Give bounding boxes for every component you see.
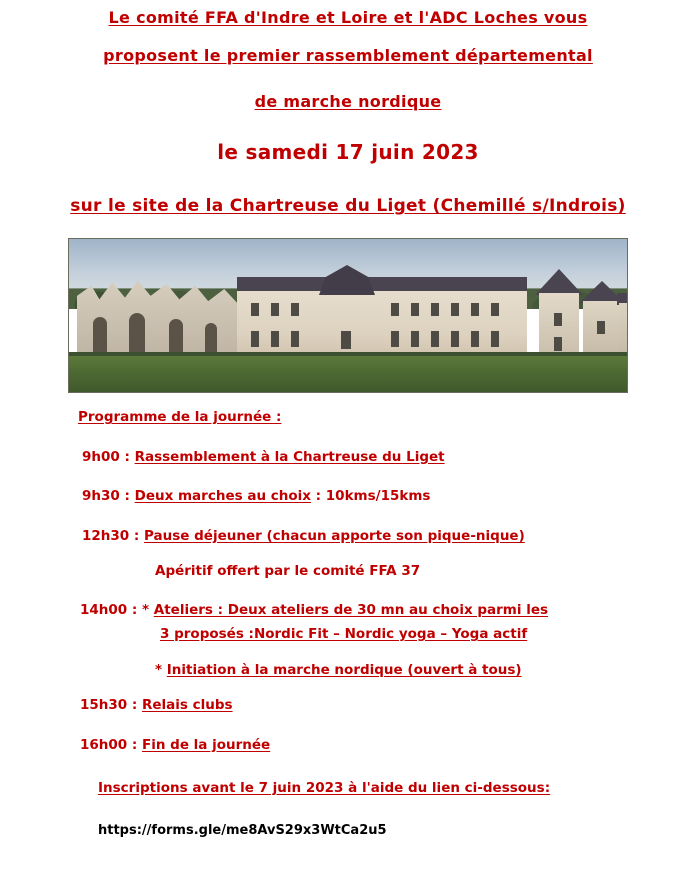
schedule-sep: : <box>119 448 135 465</box>
photo-window <box>491 331 499 347</box>
atelier-star: * <box>142 601 154 618</box>
schedule-text: Pause déjeuner (chacun apporte son pique-nique) <box>144 527 525 544</box>
photo-door <box>341 331 351 349</box>
event-date <box>0 140 696 164</box>
schedule-item-1400 <box>80 601 696 618</box>
photo-window <box>554 337 562 351</box>
header-line-3-text: de marche nordique <box>254 92 442 111</box>
aperitif-note <box>155 565 696 579</box>
initiation-text: Initiation à la marche nordique (ouvert à tous) <box>166 661 522 678</box>
atelier-options-text: 3 proposés :Nordic Fit – Nordic yoga – Yoga actif <box>160 626 528 642</box>
photo-window <box>431 303 439 316</box>
initiation-star: * <box>155 661 167 678</box>
schedule-time: 14h00 <box>80 601 128 618</box>
schedule-text: Relais clubs <box>142 697 233 713</box>
registration-link-text[interactable]: https://forms.gle/me8AvS29x3WtCa2u5 <box>98 822 387 838</box>
photo-window <box>271 303 279 316</box>
inscriptions-text: Inscriptions avant le 7 juin 2023 à l'aide du lien ci-dessous: <box>98 780 551 796</box>
header-line-3 <box>0 92 696 111</box>
photo-window <box>451 331 459 347</box>
header-line-1-text: Le comité FFA d'Indre et Loire et l'ADC Loches vous <box>108 8 588 27</box>
registration-link[interactable] <box>98 824 696 837</box>
schedule-sep: : <box>129 527 144 544</box>
photo-window <box>391 331 399 347</box>
schedule-sep: : <box>127 697 142 713</box>
photo-window <box>391 303 399 316</box>
event-date-text: le samedi 17 juin 2023 <box>217 140 479 164</box>
photo-window <box>291 303 299 316</box>
programme-title <box>78 411 696 425</box>
photo-window <box>597 321 605 334</box>
photo-lawn <box>69 356 627 392</box>
schedule-item-1530 <box>80 699 696 713</box>
photo-window <box>271 331 279 347</box>
initiation-item <box>155 661 696 678</box>
poster-page <box>0 8 696 884</box>
event-location <box>0 196 696 216</box>
photo-window <box>251 303 259 316</box>
schedule-text: Deux marches au choix <box>134 488 311 504</box>
photo-window <box>491 303 499 316</box>
header-line-2-text: proposent le premier rassemblement départemental <box>103 46 593 65</box>
header-line-2 <box>0 46 696 65</box>
schedule-time: 9h00 <box>82 448 120 465</box>
schedule-time: 15h30 <box>80 697 128 713</box>
chartreuse-photo <box>68 238 628 393</box>
schedule-text: Fin de la journée <box>142 736 271 753</box>
schedule-suffix: : 10kms/15kms <box>310 488 431 504</box>
programme-title-text: Programme de la journée : <box>78 409 282 425</box>
photo-window <box>451 303 459 316</box>
photo-window <box>471 303 479 316</box>
atelier-label: Ateliers <box>153 601 213 618</box>
schedule-item-1600 <box>80 736 696 753</box>
header-line-1 <box>0 8 696 27</box>
schedule-time: 16h00 <box>80 736 128 753</box>
schedule-text: Rassemblement à la Chartreuse du Liget <box>134 448 445 465</box>
atelier-text: : Deux ateliers de 30 mn au choix parmi les <box>212 601 549 618</box>
schedule-time: 12h30 <box>82 527 130 544</box>
photo-window <box>431 331 439 347</box>
schedule-sep: : <box>119 488 135 504</box>
schedule-time: 9h30 <box>82 488 120 504</box>
schedule-sep: : <box>127 601 142 618</box>
photo-window <box>411 303 419 316</box>
schedule-sep: : <box>127 736 142 753</box>
schedule-item-0900 <box>82 448 696 465</box>
photo-window <box>411 331 419 347</box>
atelier-options <box>160 628 696 642</box>
event-location-text: sur le site de la Chartreuse du Liget (Chemillé s/Indrois) <box>70 196 626 216</box>
programme-section <box>0 411 696 837</box>
inscriptions-note <box>98 782 696 796</box>
photo-window <box>291 331 299 347</box>
photo-window <box>554 313 562 326</box>
photo-window <box>251 331 259 347</box>
schedule-item-1230 <box>82 527 696 544</box>
schedule-item-0930 <box>82 490 696 504</box>
photo-window <box>471 331 479 347</box>
aperitif-text: Apéritif offert par le comité FFA 37 <box>155 563 421 579</box>
